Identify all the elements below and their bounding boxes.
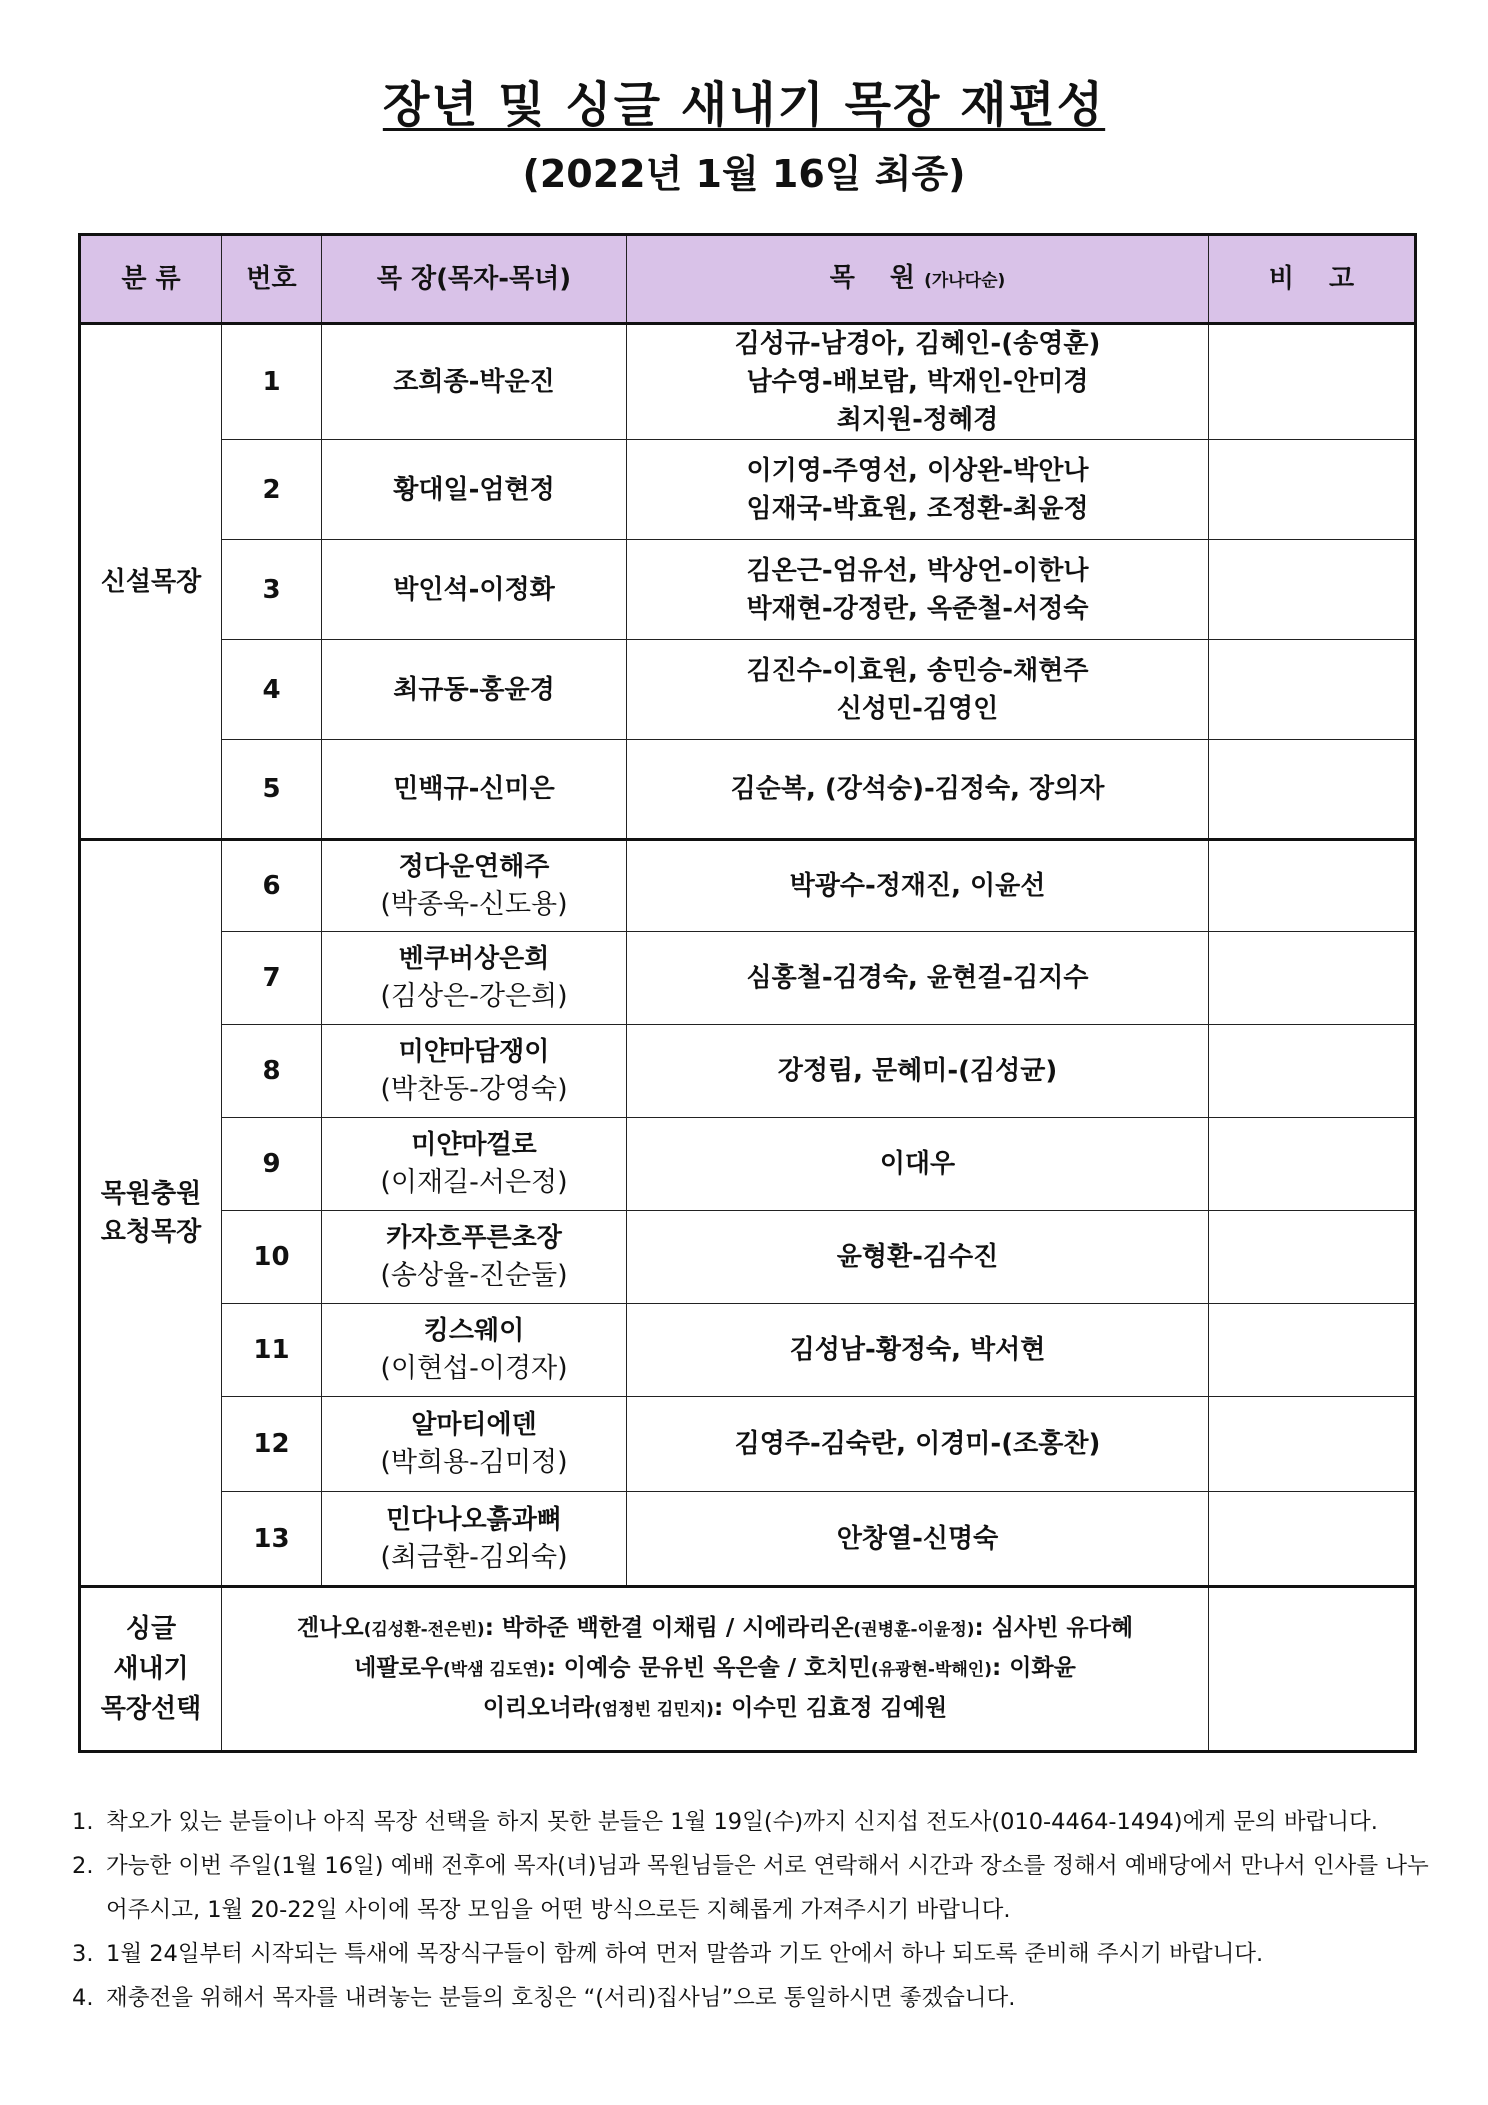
mokjang-pair: (이재길-서은정)	[380, 1167, 568, 1198]
leader-cell	[322, 640, 627, 740]
members-line: 이대우	[879, 1149, 956, 1179]
members-cell	[627, 1118, 1209, 1211]
mokjang-name: 미얀마껄로	[411, 1130, 537, 1160]
row-number: 1	[222, 324, 322, 440]
members-line: 윤형환-김수진	[836, 1242, 999, 1272]
mokjang-pair: (송상율-진순둘)	[380, 1260, 568, 1291]
mokjang-pair: (김상은-강은희)	[380, 981, 568, 1012]
remark-cell	[1209, 1211, 1416, 1304]
list-text: : 이예승 문유빈 옥은솔 / 호치민	[546, 1655, 871, 1681]
table-row	[80, 740, 1416, 840]
members-line: 김성남-황정숙, 박서현	[789, 1335, 1046, 1365]
members-line: 남수영-배보람, 박재인-안미경	[746, 367, 1089, 397]
note-text: 재충전을 위해서 목자를 내려놓는 분들의 호칭은 “(서리)집사님”으로 통일하시면 좋겠습니다.	[106, 1985, 1016, 2011]
mokjang-name: 벤쿠버상은희	[398, 944, 550, 974]
note-text: 착오가 있는 분들이나 아직 목장 선택을 하지 못한 분들은 1월 19일(수)까지 신지섭 전도사(010-4464-1494)에게 문의 바랍니다.	[106, 1809, 1378, 1835]
members-line: 신성민-김영인	[836, 693, 999, 724]
single-list-line	[222, 1649, 1208, 1689]
note-number: 3.	[72, 1941, 94, 1967]
remark-cell	[1209, 932, 1416, 1025]
members-cell	[627, 932, 1209, 1025]
leader-cell	[322, 740, 627, 840]
mokjang-pair: (박종욱-신도용)	[380, 889, 568, 920]
note-item	[72, 1800, 1432, 1844]
remark-cell	[1209, 1492, 1416, 1587]
note-text: 1월 24일부터 시작되는 특새에 목장식구들이 함께 하여 먼저 말씀과 기도 안에서 하나 되도록 준비해 주시기 바랍니다.	[106, 1941, 1264, 1967]
mokjang-name: 킹스웨이	[423, 1316, 525, 1346]
remark-cell	[1209, 1304, 1416, 1397]
members-line: 김성규-남경아, 김혜인-(송영훈)	[734, 329, 1101, 359]
row-number: 8	[222, 1025, 322, 1118]
table-row	[80, 1397, 1416, 1492]
note-text: 가능한 이번 주일(1월 16일) 예배 전후에 목자(녀)님과 목원님들은 서로 연락해서 시간과 장소를 정해서 예배당에서 만나서 인사를 나누어주시고, 1월 20-22일 사이에 목장 모임을 어떤 방식으로든 지혜롭게 가져주시기 바랍니다.	[106, 1853, 1429, 1923]
members-line: 최지원-정혜경	[836, 405, 999, 435]
mokjang-name: 최규동-홍윤경	[393, 674, 555, 705]
members-line: 박광수-정재진, 이윤선	[789, 871, 1046, 901]
table-row	[80, 1492, 1416, 1587]
header-members-sub: (가나다순)	[924, 270, 1006, 291]
page-title-text: 장년 및 싱글 새내기 목장 재편성	[382, 77, 1106, 133]
members-line: 강정림, 문혜미-(김성균)	[777, 1056, 1058, 1086]
members-line: 심홍철-김경숙, 윤현걸-김지수	[746, 963, 1089, 993]
members-line: 김진수-이효원, 송민승-채현주	[746, 655, 1089, 686]
mokjang-name: 미얀마담쟁이	[398, 1037, 550, 1067]
mokjang-name: 알마티에덴	[411, 1410, 537, 1440]
members-cell	[627, 324, 1209, 440]
leader-couple: (박샘 김도연)	[443, 1660, 547, 1680]
list-text: : 이화윤	[992, 1655, 1076, 1681]
note-number: 4.	[72, 1985, 94, 2011]
remark-cell	[1209, 640, 1416, 740]
page-subtitle: (2022년 1월 16일 최종)	[522, 152, 966, 196]
table-row	[80, 540, 1416, 640]
list-text: : 심사빈 유다혜	[974, 1615, 1134, 1641]
leader-cell	[322, 1118, 627, 1211]
list-text: 네팔로우	[354, 1655, 444, 1681]
members-cell	[627, 740, 1209, 840]
list-text: 이리오너라	[482, 1695, 594, 1721]
leader-cell	[322, 932, 627, 1025]
list-text: : 이수민 김효정 김예원	[713, 1695, 948, 1721]
leader-cell	[322, 540, 627, 640]
remark-cell	[1209, 1587, 1416, 1752]
leader-cell	[322, 1025, 627, 1118]
table-row	[80, 932, 1416, 1025]
row-number: 4	[222, 640, 322, 740]
category-cell	[80, 840, 222, 1587]
category-label: 요청목장	[100, 1217, 202, 1247]
mokjang-name: 황대일-엄현정	[393, 474, 555, 505]
note-item	[72, 1932, 1432, 1976]
leader-cell	[322, 440, 627, 540]
table-row	[80, 1211, 1416, 1304]
row-number: 10	[222, 1211, 322, 1304]
single-list-line	[222, 1689, 1208, 1729]
row-number: 6	[222, 840, 322, 932]
remark-cell	[1209, 1397, 1416, 1492]
leader-cell	[322, 1397, 627, 1492]
row-number: 11	[222, 1304, 322, 1397]
row-number: 5	[222, 740, 322, 840]
remark-cell	[1209, 840, 1416, 932]
members-line: 임재국-박효원, 조정환-최윤정	[746, 493, 1089, 524]
remark-cell	[1209, 540, 1416, 640]
members-cell	[627, 640, 1209, 740]
table-row	[80, 440, 1416, 540]
table-row	[80, 840, 1416, 932]
leader-couple: (권병훈-이윤정)	[853, 1620, 975, 1640]
notes-list	[72, 1800, 1432, 2020]
members-cell	[627, 440, 1209, 540]
mokjang-name: 민백규-신미은	[393, 774, 555, 804]
members-cell	[627, 1492, 1209, 1587]
single-mokjang-list	[222, 1587, 1209, 1752]
remark-cell	[1209, 440, 1416, 540]
leader-couple: (김성환-전은빈)	[363, 1620, 485, 1640]
members-cell	[627, 1025, 1209, 1118]
single-row	[80, 1587, 1416, 1752]
category-label: 새내기	[113, 1654, 189, 1684]
table-row	[80, 1304, 1416, 1397]
header-category: 분 류	[80, 235, 222, 324]
members-cell	[627, 1211, 1209, 1304]
page-title	[0, 66, 1488, 135]
leader-cell	[322, 1492, 627, 1587]
leader-cell	[322, 1304, 627, 1397]
members-line: 김순복, (강석숭)-김정숙, 장의자	[730, 774, 1105, 804]
remark-cell	[1209, 740, 1416, 840]
mokjang-table	[78, 233, 1417, 1753]
category-label: 신설목장	[100, 566, 202, 597]
category-label: 싱글	[125, 1614, 177, 1644]
mokjang-pair: (이현섭-이경자)	[380, 1353, 568, 1384]
remark-cell	[1209, 1118, 1416, 1211]
members-line: 박재현-강정란, 옥준철-서정숙	[746, 593, 1089, 624]
members-cell	[627, 540, 1209, 640]
mokjang-pair: (박찬동-강영숙)	[380, 1074, 568, 1105]
mokjang-name: 박인석-이정화	[393, 574, 555, 605]
members-cell	[627, 1397, 1209, 1492]
category-cell	[80, 324, 222, 840]
remark-cell	[1209, 324, 1416, 440]
leader-cell	[322, 1211, 627, 1304]
row-number: 7	[222, 932, 322, 1025]
table-body	[80, 324, 1416, 1752]
row-number: 3	[222, 540, 322, 640]
category-label: 목원충원	[100, 1179, 202, 1209]
members-cell	[627, 1304, 1209, 1397]
header-members-label: 목 원	[829, 262, 915, 293]
mokjang-name: 정다운연해주	[398, 852, 550, 882]
table-row	[80, 324, 1416, 440]
row-number: 12	[222, 1397, 322, 1492]
members-line: 김영주-김숙란, 이경미-(조홍찬)	[734, 1429, 1101, 1459]
mokjang-name: 카자흐푸른초장	[386, 1223, 562, 1253]
list-text: : 박하준 백한결 이채림 / 시에라리온	[484, 1615, 854, 1641]
note-item	[72, 1844, 1432, 1932]
mokjang-pair: (박희용-김미정)	[380, 1447, 568, 1478]
mokjang-name: 민다나오흙과뼈	[386, 1504, 562, 1535]
leader-couple: (유광현-박해인)	[870, 1660, 992, 1680]
header-leader: 목 장(목자-목녀)	[322, 235, 627, 324]
header-members	[627, 235, 1209, 324]
members-line: 이기영-주영선, 이상완-박안나	[746, 455, 1089, 486]
leader-cell	[322, 324, 627, 440]
row-number: 2	[222, 440, 322, 540]
note-item	[72, 1976, 1432, 2020]
mokjang-name: 조희종-박운진	[393, 367, 555, 397]
leader-cell	[322, 840, 627, 932]
members-line: 김온근-엄유선, 박상언-이한나	[746, 555, 1089, 586]
table-header-row	[80, 235, 1416, 324]
category-label: 목장선택	[100, 1694, 202, 1724]
header-remark: 비 고	[1209, 235, 1416, 324]
row-number: 13	[222, 1492, 322, 1587]
members-cell	[627, 840, 1209, 932]
members-line: 안창열-신명숙	[836, 1523, 999, 1554]
row-number: 9	[222, 1118, 322, 1211]
table-row	[80, 640, 1416, 740]
header-number: 번호	[222, 235, 322, 324]
note-number: 1.	[72, 1809, 94, 1835]
list-text: 겐나오	[296, 1615, 364, 1641]
note-number: 2.	[72, 1853, 94, 1879]
remark-cell	[1209, 1025, 1416, 1118]
table-row	[80, 1025, 1416, 1118]
mokjang-pair: (최금환-김외숙)	[380, 1541, 568, 1573]
table-row	[80, 1118, 1416, 1211]
leader-couple: (엄정빈 김민지)	[593, 1700, 714, 1720]
single-list-line	[222, 1609, 1208, 1649]
category-cell	[80, 1587, 222, 1752]
